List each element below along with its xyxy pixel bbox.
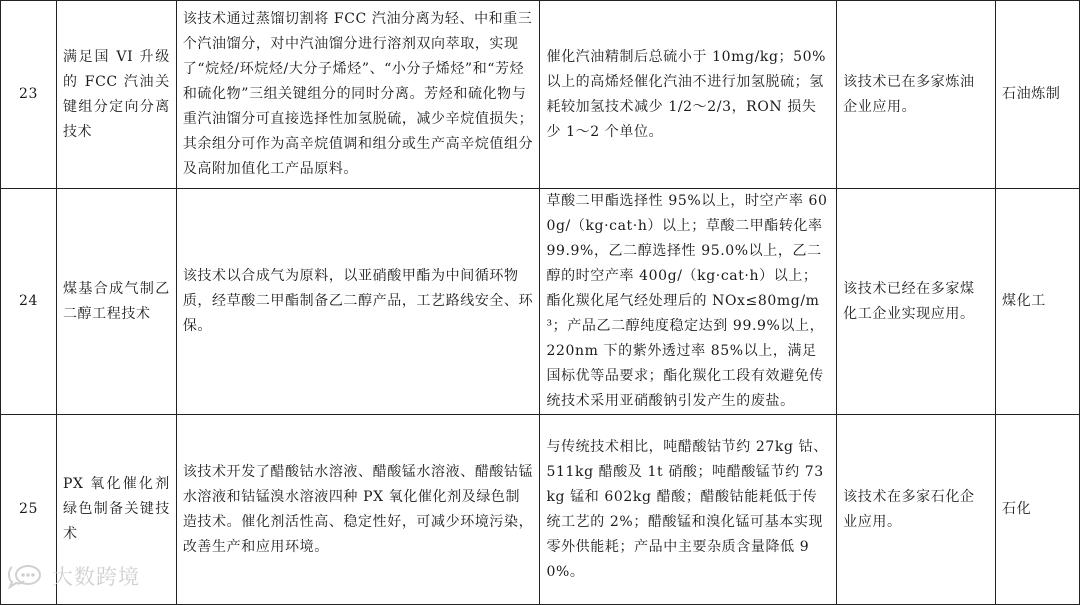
watermark-text: 大数跨境	[52, 565, 140, 589]
application-status: 该技术已经在多家煤化工企业实现应用。	[837, 189, 996, 415]
row-number: 25	[1, 415, 57, 605]
table-row	[1, 415, 1080, 605]
tech-indicators: 催化汽油精制后总硫小于 10mg/kg；50%以上的高烯烃催化汽油不进行加氢脱硫；氢耗较加氢技术减少 1/2～2/3，RON 损失少 1～2 个单位。	[540, 1, 837, 189]
tech-name: 煤基合成气制乙二醇工程技术	[56, 189, 176, 415]
table-row	[1, 189, 1080, 415]
application-status: 该技术已在多家炼油企业应用。	[837, 1, 996, 189]
industry-field: 石油炼制	[996, 1, 1080, 189]
tech-indicators: 草酸二甲酯选择性 95%以上，时空产率 600g/（kg·cat·h）以上；草酸二甲酯转化率 99.9%，乙二醇选择性 95.0%以上，乙二醇的时空产率 400g/（kg·cat·h）以上；酯化羰化尾气经处理后的 NOx≤80mg/m³；产品乙二醇纯度稳定达到 99.9%以上，220nm 下的紫外透过率 85%以上，满足国标优等品要求；酯化羰化工段有效避免传统技术采用亚硝酸钠引发产生的废盐。	[540, 189, 837, 415]
industry-field: 石化	[996, 415, 1080, 605]
tech-name: 满足国 VI 升级的 FCC 汽油关键组分定向分离技术	[56, 1, 176, 189]
tech-description: 该技术开发了醋酸钴水溶液、醋酸锰水溶液、醋酸钴锰水溶液和钴锰溴水溶液四种 PX 氧化催化剂及绿色制造技术。催化剂活性高、稳定性好，可减少环境污染，改善生产和应用环境。	[176, 415, 540, 605]
tech-description: 该技术通过蒸馏切割将 FCC 汽油分离为轻、中和重三个汽油馏分，对中汽油馏分进行溶剂双向萃取，实现了“烷烃/环烷烃/大分子烯烃”、“小分子烯烃”和“芳烃和硫化物”三组关键组分的同时分离。芳烃和硫化物与重汽油馏分可直接选择性加氢脱硫，减少辛烷值损失；其余组分可作为高辛烷值调和组分或生产高辛烷值组分及高附加值化工产品原料。	[176, 1, 540, 189]
row-number: 23	[1, 1, 57, 189]
tech-name: PX 氧化催化剂绿色制备关键技术	[56, 415, 176, 605]
table-row	[1, 1, 1080, 189]
application-status: 该技术在多家石化企业应用。	[837, 415, 996, 605]
row-number: 24	[1, 189, 57, 415]
tech-description: 该技术以合成气为原料，以亚硝酸甲酯为中间循环物质，经草酸二甲酯制备乙二醇产品，工艺路线安全、环保。	[176, 189, 540, 415]
tech-indicators: 与传统技术相比，吨醋酸钴节约 27kg 钴、511kg 醋酸及 1t 硝酸；吨醋酸锰节约 73kg 锰和 602kg 醋酸；醋酸钴能耗低于传统工艺的 2%；醋酸锰和溴化锰可基本实现零外供能耗；产品中主要杂质含量降低 90%。	[540, 415, 837, 605]
industry-field: 煤化工	[996, 189, 1080, 415]
chat-bubble-logo-icon	[6, 563, 48, 589]
watermark	[6, 561, 140, 591]
